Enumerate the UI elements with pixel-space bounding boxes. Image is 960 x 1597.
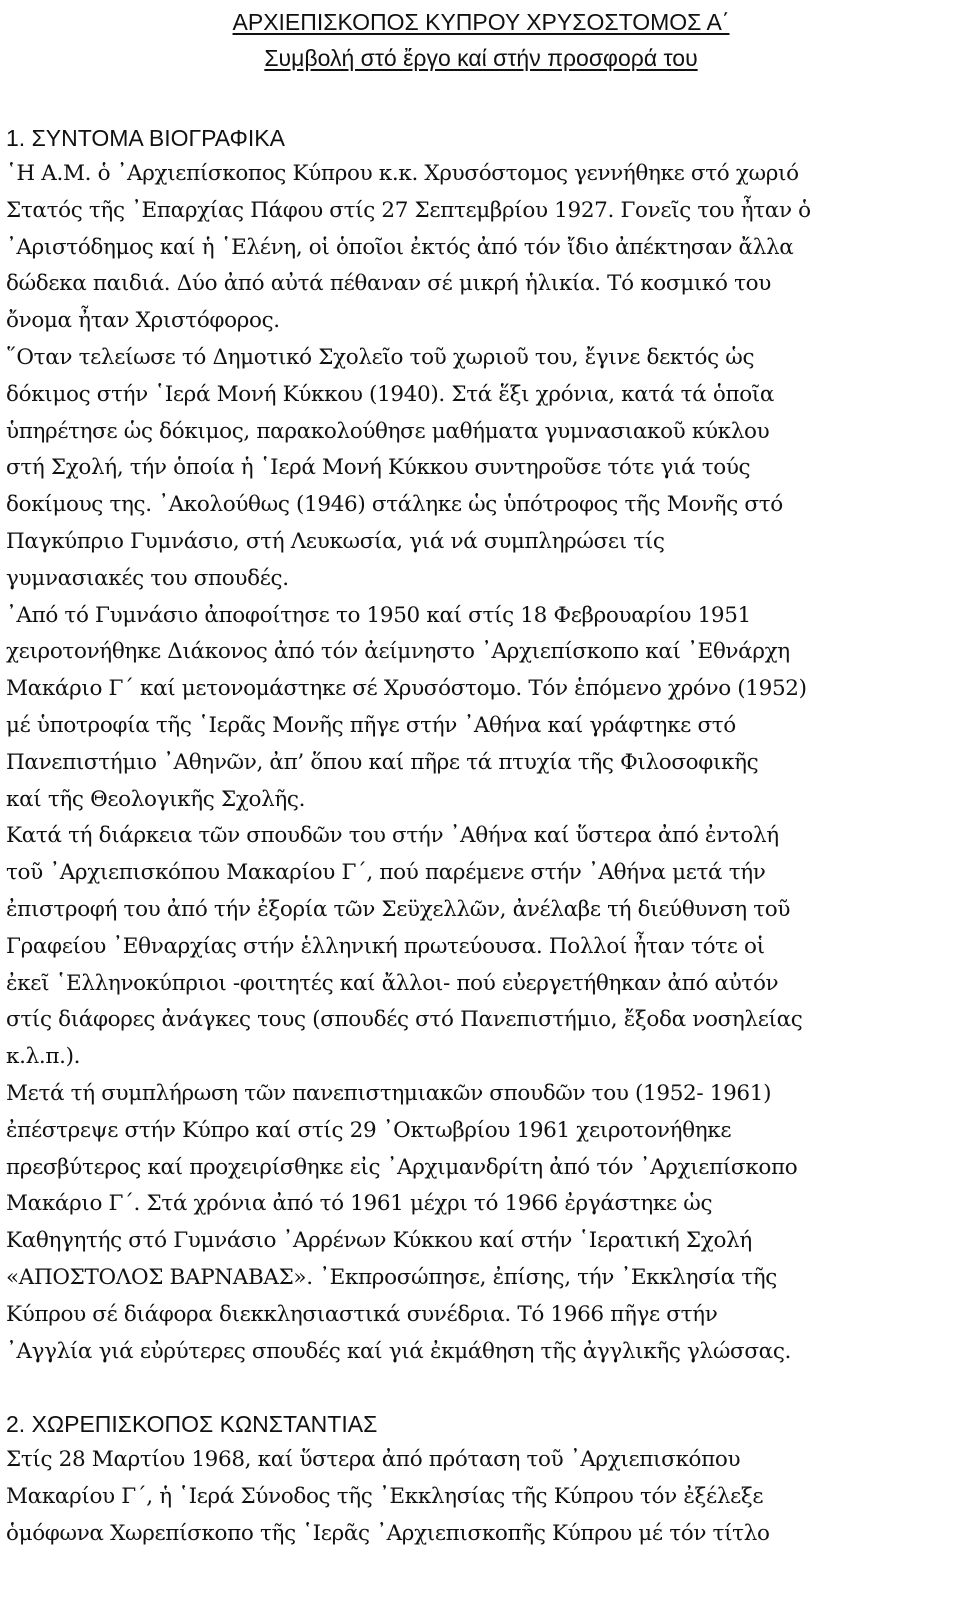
text-line: Μετά τή συμπλήρωση τῶν πανεπιστημιακῶν σπουδῶν του (1952- 1961): [6, 1080, 772, 1106]
text-line: δώδεκα παιδιά. Δύο ἀπό αὐτά πέθαναν σέ μικρή ἡλικία. Τό κοσμικό του: [6, 271, 771, 297]
text-line: ᾿Αριστόδημος καί ἡ ῾Ελένη, οἱ ὁποῖοι ἐκτός ἀπό τόν ἴδιο ἀπέκτησαν ἄλλα: [6, 234, 794, 260]
text-line: πρεσβύτερος καί προχειρίσθηκε εἰς ᾿Αρχιμανδρίτη ἀπό τόν ᾿Αρχιεπίσκοπο: [6, 1154, 798, 1180]
text-line: ᾿Από τό Γυμνάσιο ἀποφοίτησε το 1950 καί στίς 18 Φεβρουαρίου 1951: [6, 602, 751, 628]
text-line: Στίς 28 Μαρτίου 1968, καί ὕστερα ἀπό πρόταση τοῦ ᾿Αρχιεπισκόπου: [6, 1447, 741, 1473]
section-heading-biography: 1. ΣΥΝΤΟΜΑ ΒΙΟΓΡΑΦΙΚΑ: [6, 125, 285, 151]
text-line: ἐκεῖ ῾Ελληνοκύπριοι -φοιτητές καί ἄλλοι- πού εὐεργετήθηκαν ἀπό αὐτόν: [6, 970, 779, 996]
paragraph-birth: [6, 156, 956, 340]
text-line: ἐπέστρεψε στήν Κύπρο καί στίς 29 ᾿Οκτωβρίου 1961 χειροτονήθηκε: [6, 1117, 732, 1143]
text-line: ὁμόφωνα Χωρεπίσκοπο τῆς ῾Ιερᾶς ᾿Αρχιεπισκοπῆς Κύπρου μέ τόν τίτλο: [6, 1520, 770, 1546]
paragraph-return-cyprus: [6, 1076, 956, 1370]
paragraph-election: [6, 1442, 956, 1552]
text-line: Μακάριο Γ΄. Στά χρόνια ἀπό τό 1961 μέχρι τό 1966 ἐργάστηκε ὡς: [6, 1191, 713, 1217]
text-line: τοῦ ᾿Αρχιεπισκόπου Μακαρίου Γ΄, πού παρέμενε στήν ᾿Αθήνα μετά τήν: [6, 860, 766, 886]
text-line: στή Σχολή, τήν ὁποία ἡ ῾Ιερά Μονή Κύκκου συντηροῦσε τότε γιά τούς: [6, 455, 751, 481]
section-heading-chorepiscopos: 2. ΧΩΡΕΠΙΣΚΟΠΟΣ ΚΩΝΣΤΑΝΤΙΑΣ: [6, 1411, 378, 1438]
text-line: Καθηγητής στό Γυμνάσιο ᾿Αρρένων Κύκκου καί στήν ῾Ιερατική Σχολή: [6, 1228, 752, 1254]
subtitle-line: Συμβολή στό ἔργο καί στήν προσφορά του: [264, 45, 698, 71]
title-line: ΑΡΧΙΕΠΙΣΚΟΠΟΣ ΚΥΠΡΟΥ ΧΡΥΣΟΣΤΟΜΟΣ Α΄: [232, 9, 730, 35]
paragraph-athens: [6, 818, 956, 1076]
text-line: Κατά τή διάρκεια τῶν σπουδῶν του στήν ᾿Αθήνα καί ὕστερα ἀπό ἐντολή: [6, 823, 779, 849]
text-line: στίς διάφορες ἀνάγκες τους (σπουδές στό Πανεπιστήμιο, ἔξοδα νοσηλείας: [6, 1007, 803, 1033]
text-line: Κύπρου σέ διάφορα διεκκλησιαστικά συνέδρια. Τό 1966 πῆγε στήν: [6, 1301, 718, 1327]
text-line: ᾿Αγγλία γιά εὐρύτερες σπουδές καί γιά ἐκμάθηση τῆς ἀγγλικῆς γλώσσας.: [6, 1338, 792, 1364]
text-line: δοκίμους της. ᾿Ακολούθως (1946) στάληκε ὡς ὑπότροφος τῆς Μονῆς στό: [6, 492, 783, 518]
text-line: καί τῆς Θεολογικῆς Σχολῆς.: [6, 786, 306, 812]
text-line: ἐπιστροφή του ἀπό τήν ἐξορία τῶν Σεϋχελλῶν, ἀνέλαβε τή διεύθυνση τοῦ: [6, 896, 791, 922]
text-line: ὑπηρέτησε ὡς δόκιμος, παρακολούθησε μαθήματα γυμνασιακοῦ κύκλου: [6, 418, 770, 444]
text-line: κ.λ.π.).: [6, 1044, 81, 1070]
paragraph-novice: [6, 340, 956, 598]
text-line: μέ ὑποτροφία τῆς ῾Ιερᾶς Μονῆς πῆγε στήν ᾿Αθήνα καί γράφτηκε στό: [6, 712, 736, 738]
paragraph-deacon: [6, 598, 956, 819]
text-line: χειροτονήθηκε Διάκονος ἀπό τόν ἀείμνηστο ᾿Αρχιεπίσκοπο καί ᾿Εθνάρχη: [6, 639, 790, 665]
title-spacer: [6, 76, 956, 120]
document-title: [6, 0, 956, 76]
text-line: ὄνομα ἦταν Χριστόφορος.: [6, 308, 280, 334]
text-line: Πανεπιστήμιο ᾿Αθηνῶν, ἀπ’ ὅπου καί πῆρε τά πτυχία τῆς Φιλοσοφικῆς: [6, 749, 759, 775]
text-line: Μακάριο Γ΄ καί μετονομάστηκε σέ Χρυσόστομο. Τόν ἑπόμενο χρόνο (1952): [6, 676, 807, 702]
text-line: Γραφείου ᾿Εθναρχίας στήν ἑλληνική πρωτεύουσα. Πολλοί ἦταν τότε οἱ: [6, 933, 765, 959]
document-page: [6, 0, 956, 1553]
text-line: Παγκύπριο Γυμνάσιο, στή Λευκωσία, γιά νά συμπληρώσει τίς: [6, 528, 665, 554]
text-line: «ΑΠΟΣΤΟΛΟΣ ΒΑΡΝΑΒΑΣ». ᾿Εκπροσώπησε, ἐπίσης, τήν ᾿Εκκλησία τῆς: [6, 1264, 777, 1290]
text-line: ῾Η Α.Μ. ὁ ᾿Αρχιεπίσκοπος Κύπρου κ.κ. Χρυσόστομος γεννήθηκε στό χωριό: [6, 161, 799, 186]
text-line: γυμνασιακές του σπουδές.: [6, 565, 289, 591]
section-gap: [6, 1370, 956, 1406]
text-line: δόκιμος στήν ῾Ιερά Μονή Κύκκου (1940). Στά ἕξι χρόνια, κατά τά ὁποῖα: [6, 381, 775, 407]
text-line: Μακαρίου Γ΄, ἡ ῾Ιερά Σύνοδος τῆς ᾿Εκκλησίας τῆς Κύπρου τόν ἐξέλεξε: [6, 1484, 764, 1510]
text-line: Στατός τῆς ᾿Επαρχίας Πάφου στίς 27 Σεπτεμβρίου 1927. Γονεῖς του ἦταν ὁ: [6, 197, 811, 223]
text-line: ῞Οταν τελείωσε τό Δημοτικό Σχολεῖο τοῦ χωριοῦ του, ἔγινε δεκτός ὡς: [6, 344, 755, 370]
